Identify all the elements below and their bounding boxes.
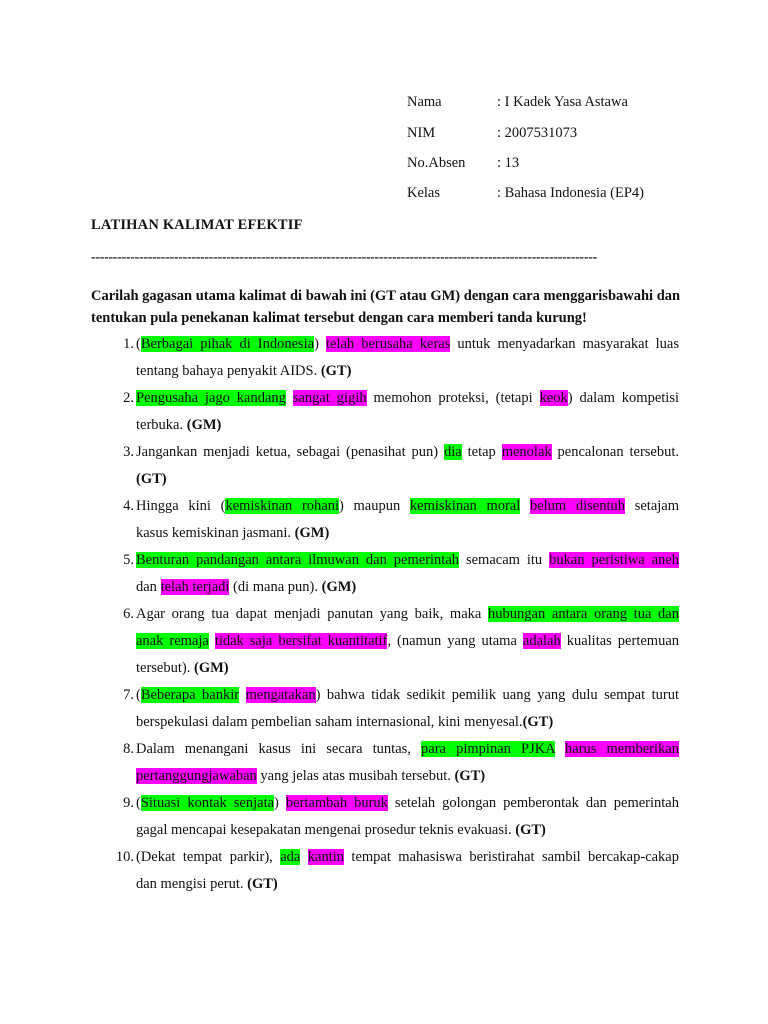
item-number: 1. — [123, 336, 134, 352]
emphasis-highlight: bukan peristiwa aneh — [549, 552, 679, 568]
sentence-text: kualitas pertemuan — [560, 633, 680, 649]
sentence-text: , (namun yang utama — [387, 633, 523, 649]
sentence-text: gagal mencapai kesepakatan mengenai prosedur teknis evakuasi. — [136, 822, 516, 838]
sentence-text: tetap — [461, 444, 502, 460]
sentence-text: ) maupun — [339, 498, 410, 514]
sentence-text: memohon proteksi, (tetapi — [366, 390, 540, 406]
identity-label: No.Absen — [407, 155, 466, 171]
instruction-text: Carilah gagasan utama kalimat di bawah ini (GT atau GM) dengan cara menggarisbawahi dan tentukan pula penekanan kalimat tersebut dengan cara memberi tanda kurung! — [91, 288, 681, 326]
main-idea-highlight: Berbagai pihak di Indonesia — [140, 336, 315, 352]
sentence-text: setelah golongan pemberontak dan pemerintah — [387, 795, 679, 811]
emphasis-highlight: mengatakan — [245, 687, 316, 703]
sentence-text — [286, 390, 293, 406]
sentence-text: (di mana pun). — [229, 579, 322, 595]
item-line — [136, 498, 679, 515]
item-line — [136, 417, 679, 434]
identity-row-absen — [407, 155, 520, 172]
sentence-text: Agar orang tua dapat menjadi panutan yang baik, maka — [136, 606, 489, 622]
separator-line: -------------------------------------------------------------------------------------------------------------------- — [91, 250, 598, 265]
sentence-text — [300, 849, 307, 865]
emphasis-highlight: kantin — [307, 849, 345, 865]
item-line — [136, 363, 679, 380]
sentence-text: ) — [274, 795, 286, 811]
item-line — [136, 768, 679, 785]
emphasis-highlight: sangat gigih — [292, 390, 367, 406]
emphasis-highlight: belum disentuh — [529, 498, 626, 514]
item-number: 3. — [123, 444, 134, 460]
sentence-text — [239, 687, 245, 703]
item-line — [136, 471, 679, 488]
main-idea-highlight: Pengusaha jago kandang — [136, 390, 286, 406]
item-line — [136, 336, 679, 353]
sentence-text: terbuka. — [136, 417, 187, 433]
emphasis-highlight: menolak — [501, 444, 552, 460]
grade-tag: (GM) — [321, 579, 357, 595]
main-idea-highlight: dia — [444, 444, 462, 460]
main-idea-highlight: hubungan antara orang tua dan — [488, 606, 679, 622]
grade-tag: (GM) — [294, 525, 330, 541]
sentence-text: Dalam menangani kasus ini secara tuntas, — [136, 741, 422, 757]
item-line — [136, 660, 679, 677]
identity-label: Nama — [407, 94, 442, 110]
sentence-text: dan — [136, 579, 161, 595]
item-number: 2. — [123, 390, 134, 406]
grade-tag: (GT) — [515, 822, 546, 838]
item-number: 10. — [115, 849, 134, 865]
grade-tag: (GT) — [136, 471, 167, 487]
item-line — [136, 525, 679, 542]
identity-value: : 2007531073 — [497, 125, 578, 141]
item-line — [136, 633, 679, 650]
emphasis-highlight: keok — [539, 390, 568, 406]
item-line — [136, 741, 679, 758]
sentence-text: pencalonan tersebut. — [551, 444, 680, 460]
emphasis-highlight: pertanggungjawaban — [136, 768, 257, 784]
emphasis-highlight: adalah — [522, 633, 561, 649]
item-line — [136, 606, 679, 623]
item-number: 6. — [123, 606, 134, 622]
sentence-text: ) bahwa tidak sedikit pemilik uang yang dulu sempat turut — [315, 687, 679, 703]
main-idea-highlight: para pimpinan PJKA — [421, 741, 555, 757]
emphasis-highlight: harus memberikan — [564, 741, 679, 757]
sentence-text: Hingga kini ( — [136, 498, 226, 514]
identity-label: Kelas — [407, 185, 441, 201]
identity-value: : I Kadek Yasa Astawa — [497, 94, 628, 110]
item-line — [136, 795, 679, 812]
item-line — [136, 390, 679, 407]
item-line — [136, 876, 679, 893]
emphasis-highlight: telah berusaha keras — [326, 336, 451, 352]
sentence-text: kasus kemiskinan jasmani. — [136, 525, 295, 541]
emphasis-highlight: tidak saja bersifat kuantitatif — [214, 633, 388, 649]
sentence-text — [520, 498, 530, 514]
identity-row-kelas — [407, 185, 644, 202]
item-number: 7. — [123, 687, 134, 703]
sentence-text: yang jelas atas musibah tersebut. — [256, 768, 455, 784]
main-idea-highlight: Beberapa bankir — [140, 687, 240, 703]
sentence-text: untuk menyadarkan masyarakat luas — [450, 336, 679, 352]
sentence-text — [209, 633, 215, 649]
grade-tag: (GT) — [522, 714, 554, 730]
item-number: 5. — [123, 552, 134, 568]
sentence-text: ( — [136, 795, 141, 811]
item-line — [136, 822, 679, 839]
grade-tag: (GT) — [454, 768, 486, 784]
sentence-text: (Dekat tempat parkir), — [136, 849, 281, 865]
identity-label: NIM — [407, 125, 436, 141]
item-line — [136, 579, 679, 596]
item-number: 8. — [123, 741, 134, 757]
item-line — [136, 552, 679, 569]
sentence-text: ( — [136, 687, 141, 703]
sentence-text: tentang bahaya penyakit AIDS. — [136, 363, 321, 379]
sentence-text: ( — [136, 336, 141, 352]
main-idea-highlight: kemiskinan rohani — [225, 498, 340, 514]
item-number: 4. — [123, 498, 134, 514]
item-line — [136, 687, 679, 704]
item-line — [136, 714, 679, 731]
sentence-text: Jangankan menjadi ketua, sebagai (penasihat pun) — [136, 444, 444, 460]
identity-row-nama — [407, 94, 628, 111]
identity-value: : Bahasa Indonesia (EP4) — [497, 185, 644, 201]
item-number: 9. — [123, 795, 134, 811]
grade-tag: (GT) — [320, 363, 352, 379]
grade-tag: (GM) — [193, 660, 229, 676]
grade-tag: (GT) — [247, 876, 278, 892]
grade-tag: (GM) — [186, 417, 222, 433]
emphasis-highlight: telah terjadi — [160, 579, 230, 595]
item-line — [136, 849, 679, 866]
sentence-text: setajam — [625, 498, 679, 514]
sentence-text: dan mengisi perut. — [136, 876, 248, 892]
identity-row-nim — [407, 125, 578, 142]
main-idea-highlight: anak remaja — [136, 633, 209, 649]
main-idea-highlight: Benturan pandangan antara ilmuwan dan pemerintah — [136, 552, 460, 568]
sentence-text: tempat mahasiswa beristirahat sambil bercakap-cakap — [344, 849, 679, 865]
sentence-text: ) — [314, 336, 326, 352]
item-line — [136, 444, 679, 461]
sentence-text: berspekulasi dalam pembelian saham internasional, kini menyesal. — [136, 714, 523, 730]
sentence-text: ) dalam kompetisi — [567, 390, 680, 406]
identity-value: : 13 — [497, 155, 520, 171]
document-title: LATIHAN KALIMAT EFEKTIF — [91, 217, 303, 233]
main-idea-highlight: Situasi kontak senjata — [140, 795, 275, 811]
main-idea-highlight: ada — [280, 849, 301, 865]
emphasis-highlight: bertambah buruk — [285, 795, 388, 811]
sentence-text — [555, 741, 565, 757]
sentence-text: semacam itu — [459, 552, 550, 568]
main-idea-highlight: kemiskinan moral — [409, 498, 521, 514]
sentence-text: tersebut). — [136, 660, 194, 676]
